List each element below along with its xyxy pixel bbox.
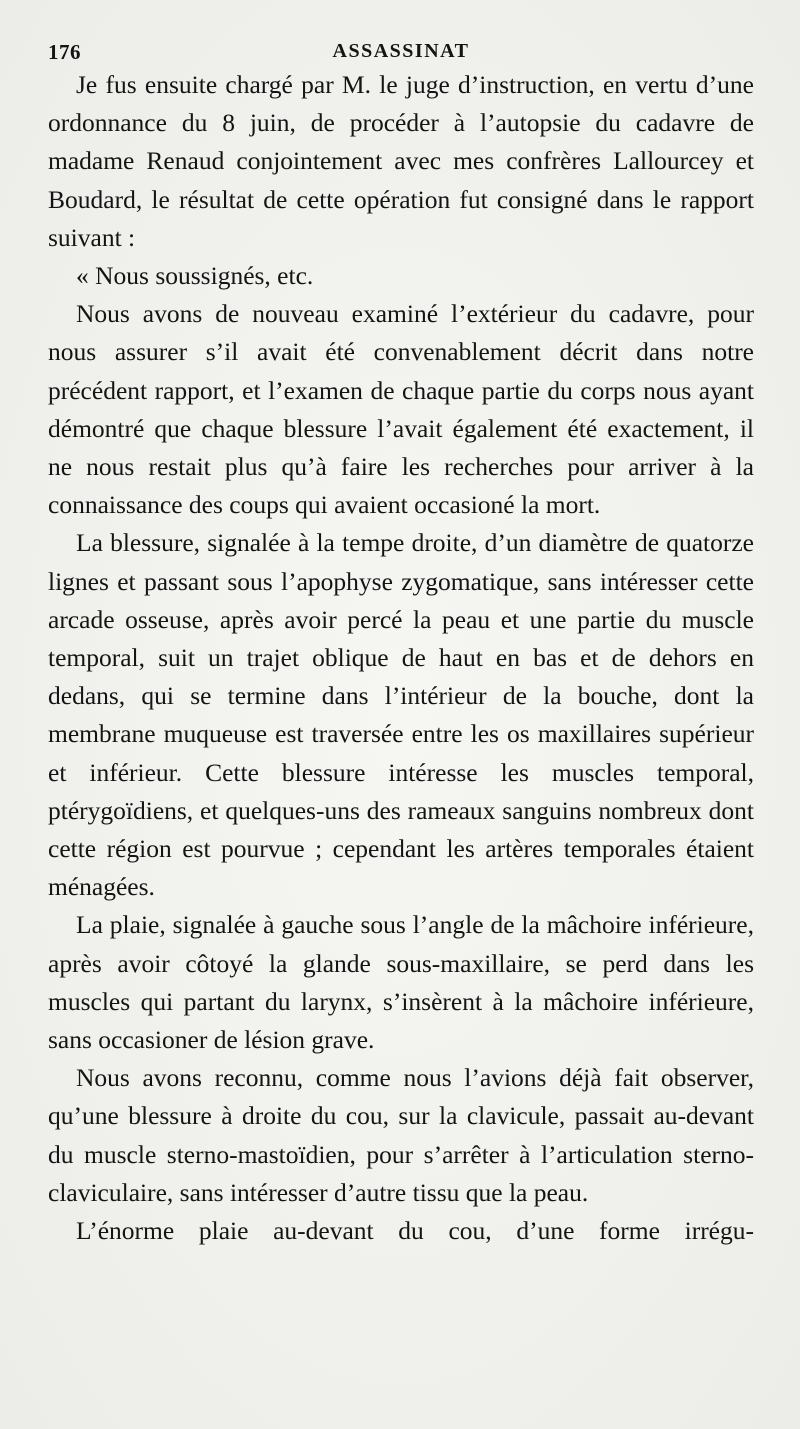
page-header [48, 28, 754, 66]
paragraph-4: La blessure, signalée à la tempe droite, d’un diamètre de quatorze lignes et passant sous l’apophyse zygomatique, sans intéresser cette arcade osseuse, après avoir percé la peau et une partie du muscle temporal, suit un trajet oblique de haut en bas et de dehors en dedans, qui se termine dans l’intérieur de la bouche, dont la membrane muqueuse est traversée entre les os maxillaires supérieur et inférieur. Cette blessure intéresse les muscles temporal, ptérygoïdiens, et quelques-uns des rameaux sanguins nombreux dont cette région est pourvue ; cependant les artères temporales étaient ménagées. [48, 528, 754, 902]
running-title: ASSASSINAT [332, 40, 470, 62]
paragraph-7: L’énorme plaie au-devant du cou, d’une forme irrégu- [76, 1216, 754, 1246]
page-number: 176 [48, 40, 81, 64]
paragraph-1: Je fus ensuite chargé par M. le juge d’instruction, en vertu d’une ordonnance du 8 juin, de procéder à l’autopsie du cadavre de madame Renaud conjointement avec mes confrères Lallourcey et Boudard, le résultat de cette opération fut consigné dans le rapport suivant : [48, 70, 754, 252]
paragraph-3: Nous avons de nouveau examiné l’extérieur du cadavre, pour nous assurer s’il avait été convenablement décrit dans notre précédent rapport, et l’examen de chaque partie du corps nous ayant démontré que chaque blessure l’avait également été exactement, il ne nous restait plus qu’à faire les recherches pour arriver à la connaissance des coups qui avaient occasioné la mort. [48, 299, 754, 520]
body-text [48, 66, 754, 1250]
paragraph-5: La plaie, signalée à gauche sous l’angle de la mâchoire inférieure, après avoir côtoyé la glande sous-maxillaire, se perd dans les muscles qui partant du larynx, s’insèrent à la mâchoire inférieure, sans occasioner de lésion grave. [48, 910, 754, 1055]
paragraph-6: Nous avons reconnu, comme nous l’avions déjà fait observer, qu’une blessure à droite du cou, sur la clavicule, passait au-devant du muscle sterno-mastoïdien, pour s’arrêter à l’articulation sterno-claviculaire, sans intéresser d’autre tissu que la peau. [48, 1063, 754, 1207]
paragraph-2: « Nous soussignés, etc. [76, 261, 314, 291]
